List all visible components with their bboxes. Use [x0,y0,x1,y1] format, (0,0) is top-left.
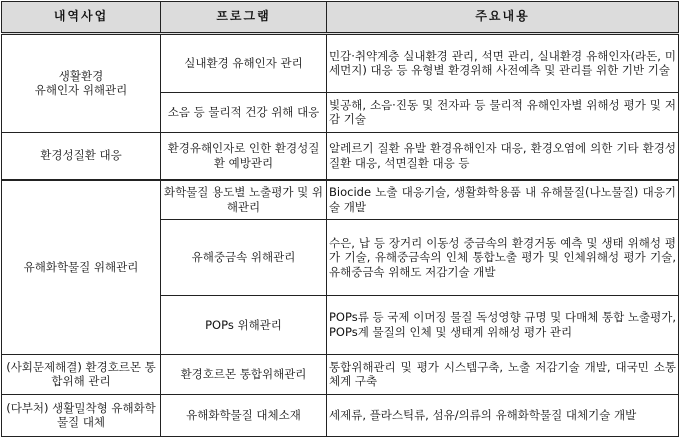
header-row [2,2,679,34]
program-cell: 소음 등 물리적 건강 위해 대응 [161,92,327,132]
project-cell: 유해화학물질 위해관리 [2,180,161,355]
program-cell: 환경유해인자로 인한 환경성질환 예방관리 [161,132,327,179]
program-table [1,1,679,437]
table-row [2,34,679,93]
program-cell: POPs 위해관리 [161,295,327,354]
content-cell: 세제류, 플라스틱류, 섬유/의류의 유해화학물질 대체기술 개발 [327,394,679,436]
program-cell: 환경호르몬 통합위해관리 [161,354,327,394]
content-cell: 수은, 납 등 장거리 이동성 중금속의 환경거동 예측 및 생태 위해성 평가 기술, 유해중금속의 인체 통합노출 평가 및 인체위해성 평가 기술, 유해중금속 위해도 저감기술 개발 [327,220,679,296]
project-cell: 생활환경 유해인자 위해관리 [2,34,161,133]
content-cell: Biocide 노출 대응기술, 생활화학용품 내 유해물질(나노물질) 대응기술 개발 [327,180,679,220]
table-row [2,180,679,220]
table-row [2,354,679,394]
table-row [2,132,679,179]
content-cell: POPs류 등 국제 이머징 물질 독성영향 규명 및 다매체 통합 노출평가, POPs계 물질의 인체 및 생태계 위해성 평가 관리 [327,295,679,354]
program-cell: 실내환경 유해인자 관리 [161,34,327,93]
header-project: 내역사업 [2,2,161,34]
content-cell: 민감·취약계층 실내환경 관리, 석면 관리, 실내환경 유해인자(라돈, 미세먼지) 대응 등 유형별 환경위해 사전예측 및 관리를 위한 기반 기술 [327,34,679,93]
content-cell: 빛공해, 소음·진동 및 전자파 등 물리적 유해인자별 위해성 평가 및 저감 기술 [327,92,679,132]
project-cell: (다부처) 생활밀착형 유해화학물질 대체 [2,394,161,436]
table-row [2,394,679,436]
program-cell: 유해중금속 위해관리 [161,220,327,296]
content-cell: 알레르기 질환 유발 환경유해인자 대응, 환경오염에 의한 기타 환경성 질환 대응, 석면질환 대응 등 [327,132,679,179]
header-content: 주요내용 [327,2,679,34]
program-cell: 유해화학물질 대체소재 [161,394,327,436]
program-cell: 화학물질 용도별 노출평가 및 위해관리 [161,180,327,220]
project-cell: (사회문제해결) 환경호르몬 통합위해 관리 [2,354,161,394]
content-cell: 통합위해관리 및 평가 시스템구축, 노출 저감기술 개발, 대국민 소통 체계 구축 [327,354,679,394]
project-cell: 환경성질환 대응 [2,132,161,179]
header-program: 프로그램 [161,2,327,34]
